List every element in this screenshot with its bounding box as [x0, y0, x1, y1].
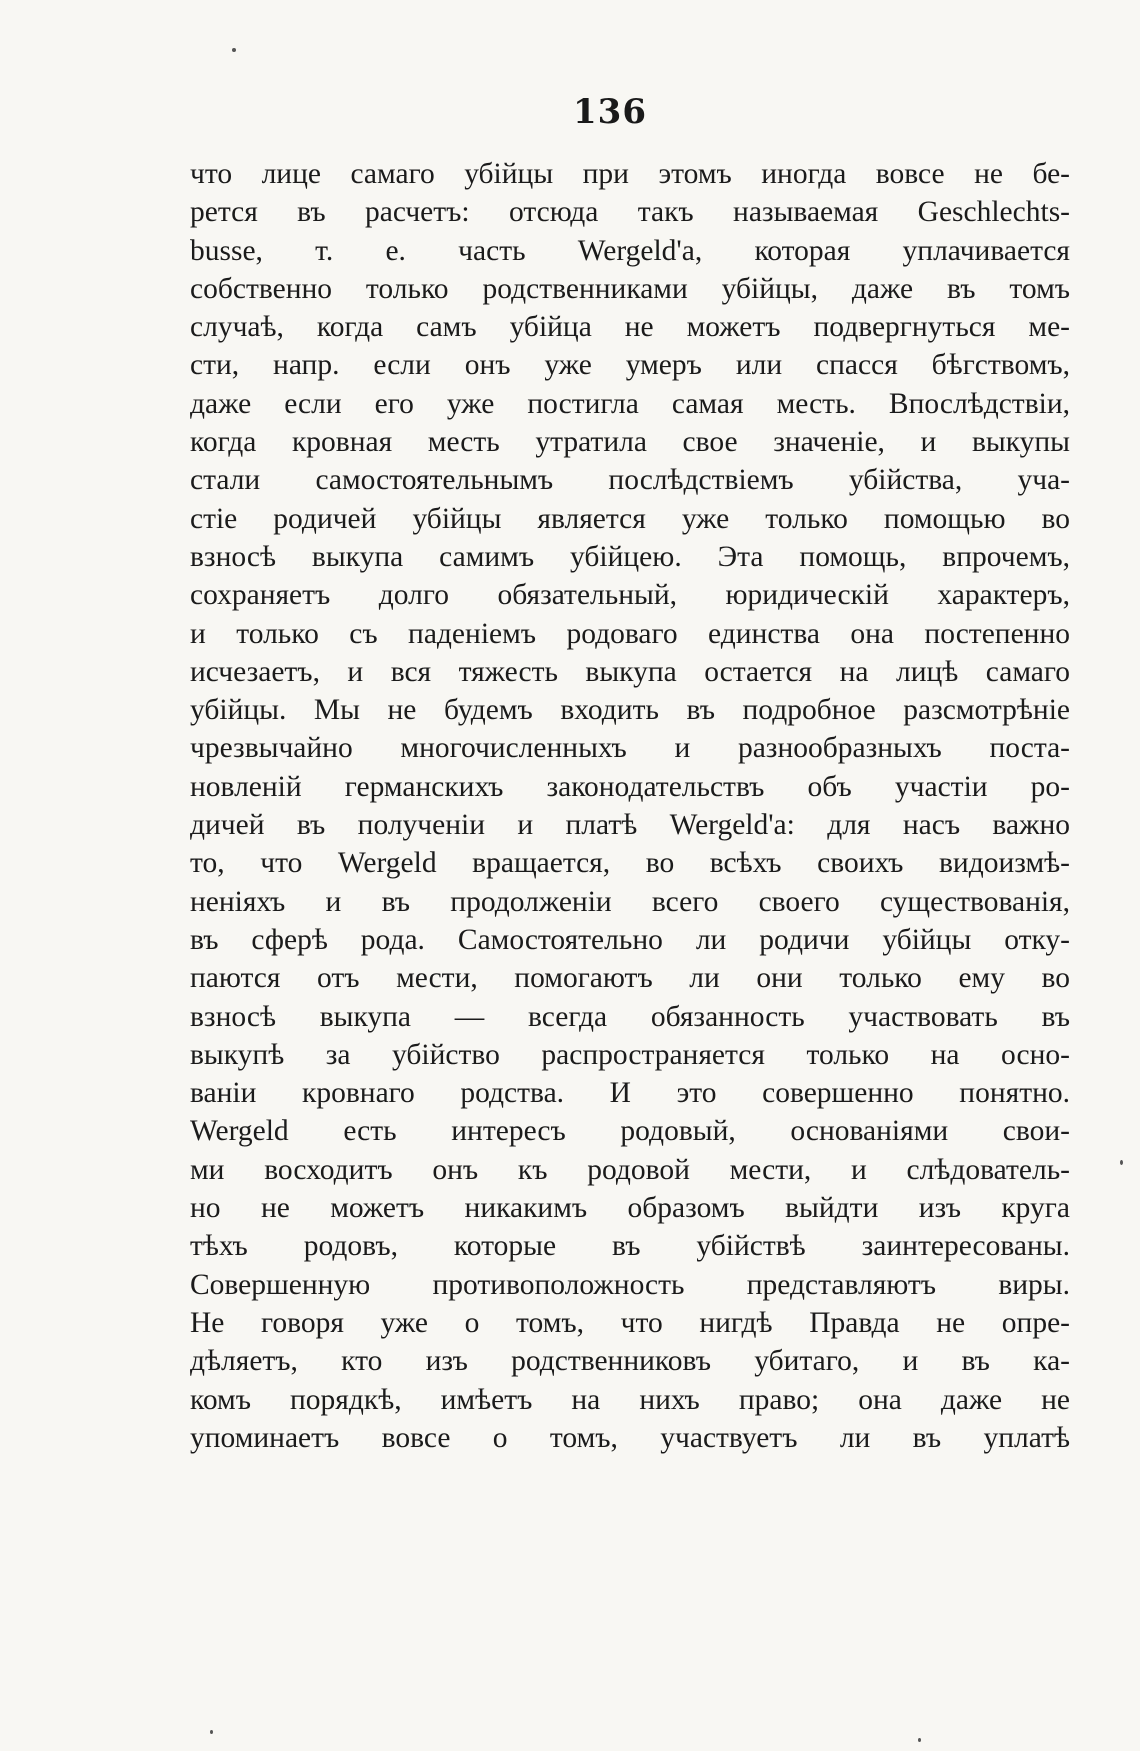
text-line: то, что Wergeld вращается, во всѣхъ своихъ видоизмѣ-: [190, 847, 1070, 880]
text-line: busse, т. е. часть Wergeld'a, которая уплачивается: [190, 234, 1070, 267]
text-line: сохраняетъ долго обязательный, юридическій характеръ,: [190, 579, 1070, 612]
text-line: упоминаетъ вовсе о томъ, участвуетъ ли въ уплатѣ: [190, 1421, 1070, 1454]
scan-speck: [1120, 1160, 1123, 1165]
scan-speck: [210, 1730, 213, 1734]
text-line: въ сферѣ рода. Самостоятельно ли родичи убійцы отку-: [190, 923, 1070, 956]
text-line: неніяхъ и въ продолженіи всего своего существованія,: [190, 885, 1070, 918]
text-line: комъ порядкѣ, имѣетъ на нихъ право; она даже не: [190, 1383, 1070, 1416]
text-line: исчезаетъ, и вся тяжесть выкупа остается на лицѣ самаго: [190, 655, 1070, 688]
text-line: что лице самаго убійцы при этомъ иногда вовсе не бе-: [190, 158, 1070, 190]
text-line: когда кровная месть утратила свое значеніе, и выкупы: [190, 426, 1070, 459]
text-line: взносѣ выкупа самимъ убійцею. Эта помощь, впрочемъ,: [190, 540, 1070, 573]
scan-speck: [232, 48, 236, 52]
text-line: взносѣ выкупа — всегда обязанность участвовать въ: [190, 1000, 1070, 1033]
text-line: сти, напр. если онъ уже умеръ или спасся бѣгствомъ,: [190, 349, 1070, 382]
text-line: убійцы. Мы не будемъ входить въ подробное разсмотрѣніе: [190, 694, 1070, 727]
text-line: Wergeld есть интересъ родовый, основаніями свои-: [190, 1115, 1070, 1148]
text-line: и только съ паденіемъ родоваго единства она постепенно: [190, 617, 1070, 650]
text-line: но не можетъ никакимъ образомъ выйдти изъ круга: [190, 1192, 1070, 1225]
text-line: стіе родичей убійцы является уже только помощью во: [190, 502, 1070, 535]
text-line: Совершенную противоположность представляютъ виры.: [190, 1268, 1070, 1301]
text-line: чрезвычайно многочисленныхъ и разнообразныхъ поста-: [190, 732, 1070, 765]
text-line: собственно только родственниками убійцы, даже въ томъ: [190, 272, 1070, 305]
text-line: тѣхъ родовъ, которые въ убійствѣ заинтересованы.: [190, 1230, 1070, 1263]
text-line: ваніи кровнаго родства. И это совершенно понятно.: [190, 1077, 1070, 1110]
text-line: новленій германскихъ законодательствъ объ участіи ро-: [190, 770, 1070, 803]
text-line: ми восходитъ онъ къ родовой мести, и слѣдователь-: [190, 1153, 1070, 1186]
text-line: дичей въ полученіи и платѣ Wergeld'a: для насъ важно: [190, 809, 1070, 842]
text-line: дѣляетъ, кто изъ родственниковъ убитаго, и въ ка-: [190, 1345, 1070, 1378]
text-line: рется въ расчетъ: отсюда такъ называемая Geschlechts-: [190, 196, 1070, 229]
scan-speck: [918, 1738, 921, 1742]
body-text: [190, 155, 1070, 1457]
text-line: Не говоря уже о томъ, что нигдѣ Правда не опре-: [190, 1306, 1070, 1339]
text-line: стали самостоятельнымъ послѣдствіемъ убійства, уча-: [190, 464, 1070, 497]
page-number: 136: [573, 92, 647, 132]
text-line: выкупѣ за убійство распространяется только на осно-: [190, 1038, 1070, 1071]
text-line: паются отъ мести, помогаютъ ли они только ему во: [190, 962, 1070, 995]
text-line: случаѣ, когда самъ убійца не можетъ подвергнуться ме-: [190, 311, 1070, 344]
text-line: даже если его уже постигла самая месть. Впослѣдствіи,: [190, 387, 1070, 420]
